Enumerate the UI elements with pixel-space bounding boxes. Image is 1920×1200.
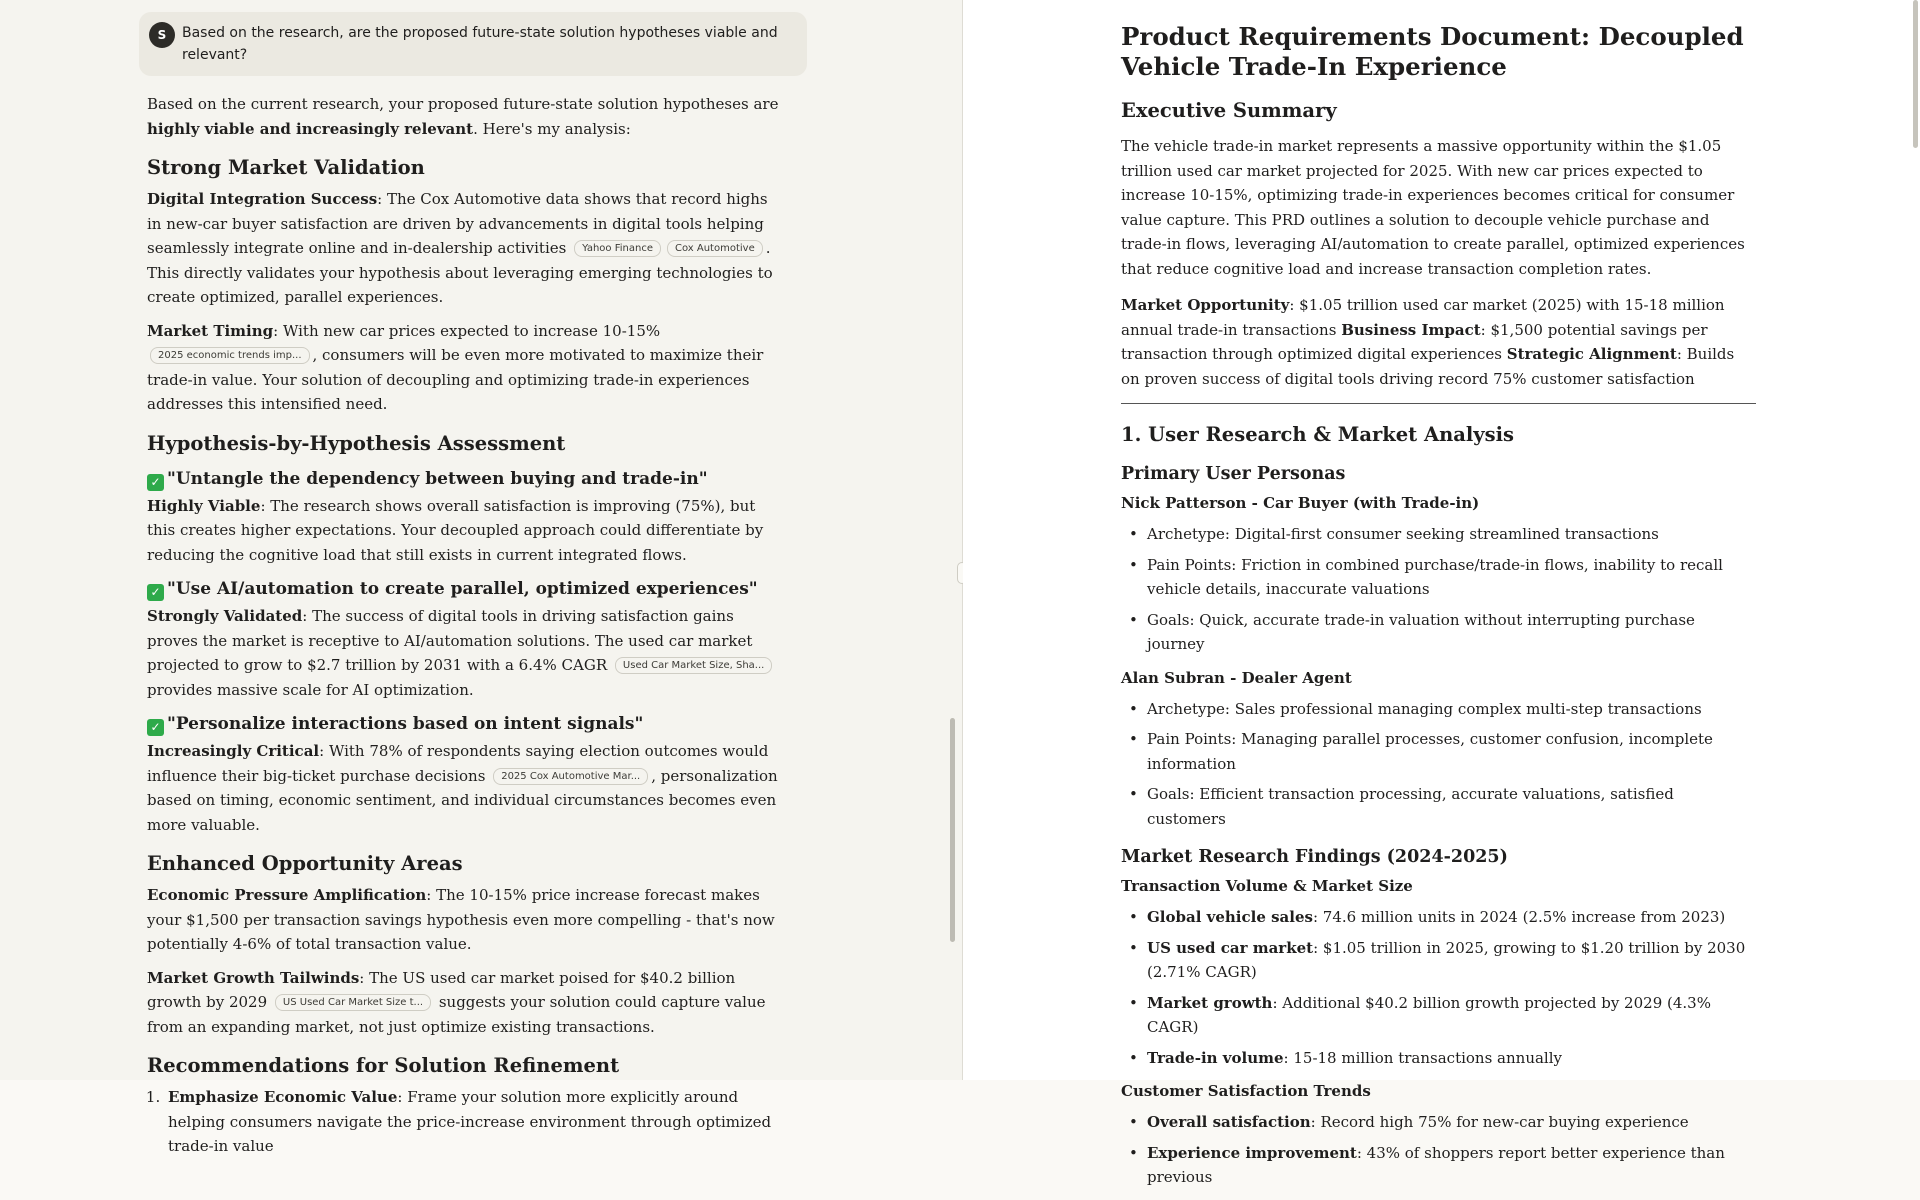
hypothesis-1-body: Highly Viable: The research shows overall satisfaction is improving (75%), but this creates higher expectations. Your decoupled approach could differentiate by reducing the cognitive load that still exists in current integrated flows. (147, 496, 764, 564)
user-message-bubble (139, 12, 807, 76)
heading-recommendations: Recommendations for Solution Refinement (147, 1054, 620, 1077)
heading-satisfaction: Customer Satisfaction Trends (1121, 1082, 1371, 1100)
document-title: Product Requirements Document: Decoupled Vehicle Trade-In Experience (1121, 22, 1744, 81)
heading-hypothesis-assessment: Hypothesis-by-Hypothesis Assessment (147, 431, 566, 455)
check-icon: ✓ (147, 719, 164, 736)
paragraph-economic-pressure: Economic Pressure Amplification: The 10-15% price increase forecast makes your $1,500 per transaction savings hypothesis even more compelling - that's now potentially 4-6% of total transaction value. (147, 886, 775, 953)
chat-scrollbar-thumb[interactable] (950, 718, 955, 942)
list-item: • Trade-in volume: 15-18 million transactions annually (1121, 1046, 1756, 1071)
hypothesis-3-title: ✓ "Personalize interactions based on intent signals" (147, 712, 782, 736)
list-item: • Global vehicle sales: 74.6 million units in 2024 (2.5% increase from 2023) (1121, 905, 1756, 930)
chat-pane (0, 0, 962, 1155)
user-avatar: S (149, 22, 175, 48)
heading-volume: Transaction Volume & Market Size (1121, 877, 1413, 895)
persona-1-list (1121, 522, 1756, 657)
section-divider (1121, 403, 1756, 404)
satisfaction-list (1121, 1110, 1756, 1190)
heading-executive-summary: Executive Summary (1121, 99, 1337, 122)
list-item: • Goals: Efficient transaction processing, accurate valuations, satisfied customers (1121, 782, 1756, 831)
citation-chip[interactable]: 2025 economic trends imp... (150, 347, 310, 364)
heading-market-validation: Strong Market Validation (147, 156, 425, 179)
prd-document (1121, 22, 1756, 1200)
list-item: • Archetype: Sales professional managing complex multi-step transactions (1121, 697, 1756, 722)
citation-chip[interactable]: US Used Car Market Size t... (275, 994, 431, 1011)
citation-chip[interactable]: Cox Automotive (667, 240, 763, 257)
hypothesis-1-title: ✓ "Untangle the dependency between buying and trade-in" (147, 467, 782, 491)
recommendations-list (165, 1085, 782, 1159)
check-icon: ✓ (147, 584, 164, 601)
heading-findings: Market Research Findings (2024-2025) (1121, 847, 1508, 867)
hypothesis-2-title: ✓ "Use AI/automation to create parallel, optimized experiences" (147, 577, 782, 601)
list-item: • Goals: Quick, accurate trade-in valuation without interrupting purchase journey (1121, 608, 1756, 657)
citation-chip[interactable]: 2025 Cox Automotive Mar... (493, 768, 648, 785)
heading-opportunity-areas: Enhanced Opportunity Areas (147, 852, 463, 875)
document-pane (963, 0, 1920, 1186)
citation-chip[interactable]: Used Car Market Size, Sha... (615, 657, 772, 674)
heading-personas: Primary User Personas (1121, 464, 1346, 484)
list-item: • Market growth: Additional $40.2 billion growth projected by 2029 (4.3% CAGR) (1121, 991, 1756, 1040)
citation-chip[interactable]: Yahoo Finance (574, 240, 661, 257)
volume-list (1121, 905, 1756, 1070)
list-item: • Experience improvement: 43% of shoppers report better experience than previous (1121, 1141, 1756, 1190)
persona-1-name: Nick Patterson - Car Buyer (with Trade-in) (1121, 494, 1480, 512)
persona-2-list (1121, 697, 1756, 832)
heading-section-1: 1. User Research & Market Analysis (1121, 423, 1514, 446)
list-item: 1. Emphasize Economic Value: Frame your solution more explicitly around helping consumers navigate the price-increase environment through optimized trade-in value (165, 1085, 782, 1159)
paragraph-digital-integration: Digital Integration Success: The Cox Automotive data shows that record highs in new-car buyer satisfaction are driven by advancements in digital tools helping seamlessly integrate online and in-dealership activities Yahoo Finance Cox Automotive . This directly validates your hypothesis about leveraging emerging technologies to create optimized, parallel experiences. (147, 190, 773, 306)
paragraph-market-growth: Market Growth Tailwinds: The US used car market poised for $40.2 billion growth by 2029 US Used Car Market Size t... suggests your solution could capture value from an expanding market, not just optimize existing transactions. (147, 968, 766, 1036)
list-item: • Archetype: Digital-first consumer seeking streamlined transactions (1121, 522, 1756, 547)
check-icon: ✓ (147, 474, 164, 491)
list-item: • US used car market: $1.05 trillion in 2025, growing to $1.20 trillion by 2030 (2.71% CAGR) (1121, 936, 1756, 985)
persona-2-name: Alan Subran - Dealer Agent (1121, 668, 1352, 687)
list-item: • Pain Points: Friction in combined purchase/trade-in flows, inability to recall vehicle details, inaccurate valuations (1121, 553, 1756, 602)
response-intro: Based on the current research, your proposed future-state solution hypotheses are highly viable and increasingly relevant. Here's my analysis: (147, 95, 779, 138)
assistant-response (147, 92, 782, 1159)
executive-summary-text: The vehicle trade-in market represents a massive opportunity within the $1.05 trillion used car market projected for 2025. With new car prices expected to increase 10-15%, optimizing trade-in experiences becomes critical for consumer value capture. This PRD outlines a solution to decouple vehicle purchase and trade-in flows, leveraging AI/automation to create parallel, optimized experiences that reduce cognitive load and increase transaction completion rates. (1121, 137, 1745, 278)
hypothesis-2-body: Strongly Validated: The success of digital tools in driving satisfaction gains proves the market is receptive to AI/automation solutions. The used car market projected to grow to $2.7 trillion by 2031 with a 6.4% CAGR Used Car Market Size, Sha... provides massive scale for AI optimization. (147, 604, 782, 702)
list-item: • Overall satisfaction: Record high 75% for new-car buying experience (1121, 1110, 1756, 1135)
user-message-text: Based on the research, are the proposed future-state solution hypotheses viable and relevant? (182, 25, 778, 63)
hypothesis-3-body: Increasingly Critical: With 78% of respondents saying election outcomes would influence their big-ticket purchase decisions 2025 Cox Automotive Mar... , personalization based on timing, economic sentiment, and individual circumstances becomes even more valuable. (147, 742, 778, 834)
list-item: • Pain Points: Managing parallel processes, customer confusion, incomplete information (1121, 727, 1756, 776)
summary-highlights: Market Opportunity: $1.05 trillion used car market (2025) with 15-18 million annual trade-in transactions Business Impact: $1,500 potential savings per transaction through optimized digital experiences Strategic Alignment: Builds on proven success of digital tools driving record 75% customer satisfaction (1121, 296, 1735, 388)
paragraph-market-timing: Market Timing: With new car prices expected to increase 10-15% 2025 economic trends imp... , consumers will be even more motivated to maximize their trade-in value. Your solution of decoupling and optimizing trade-in experiences addresses this intensified need. (147, 321, 764, 413)
document-scrollbar-thumb[interactable] (1913, 0, 1918, 148)
